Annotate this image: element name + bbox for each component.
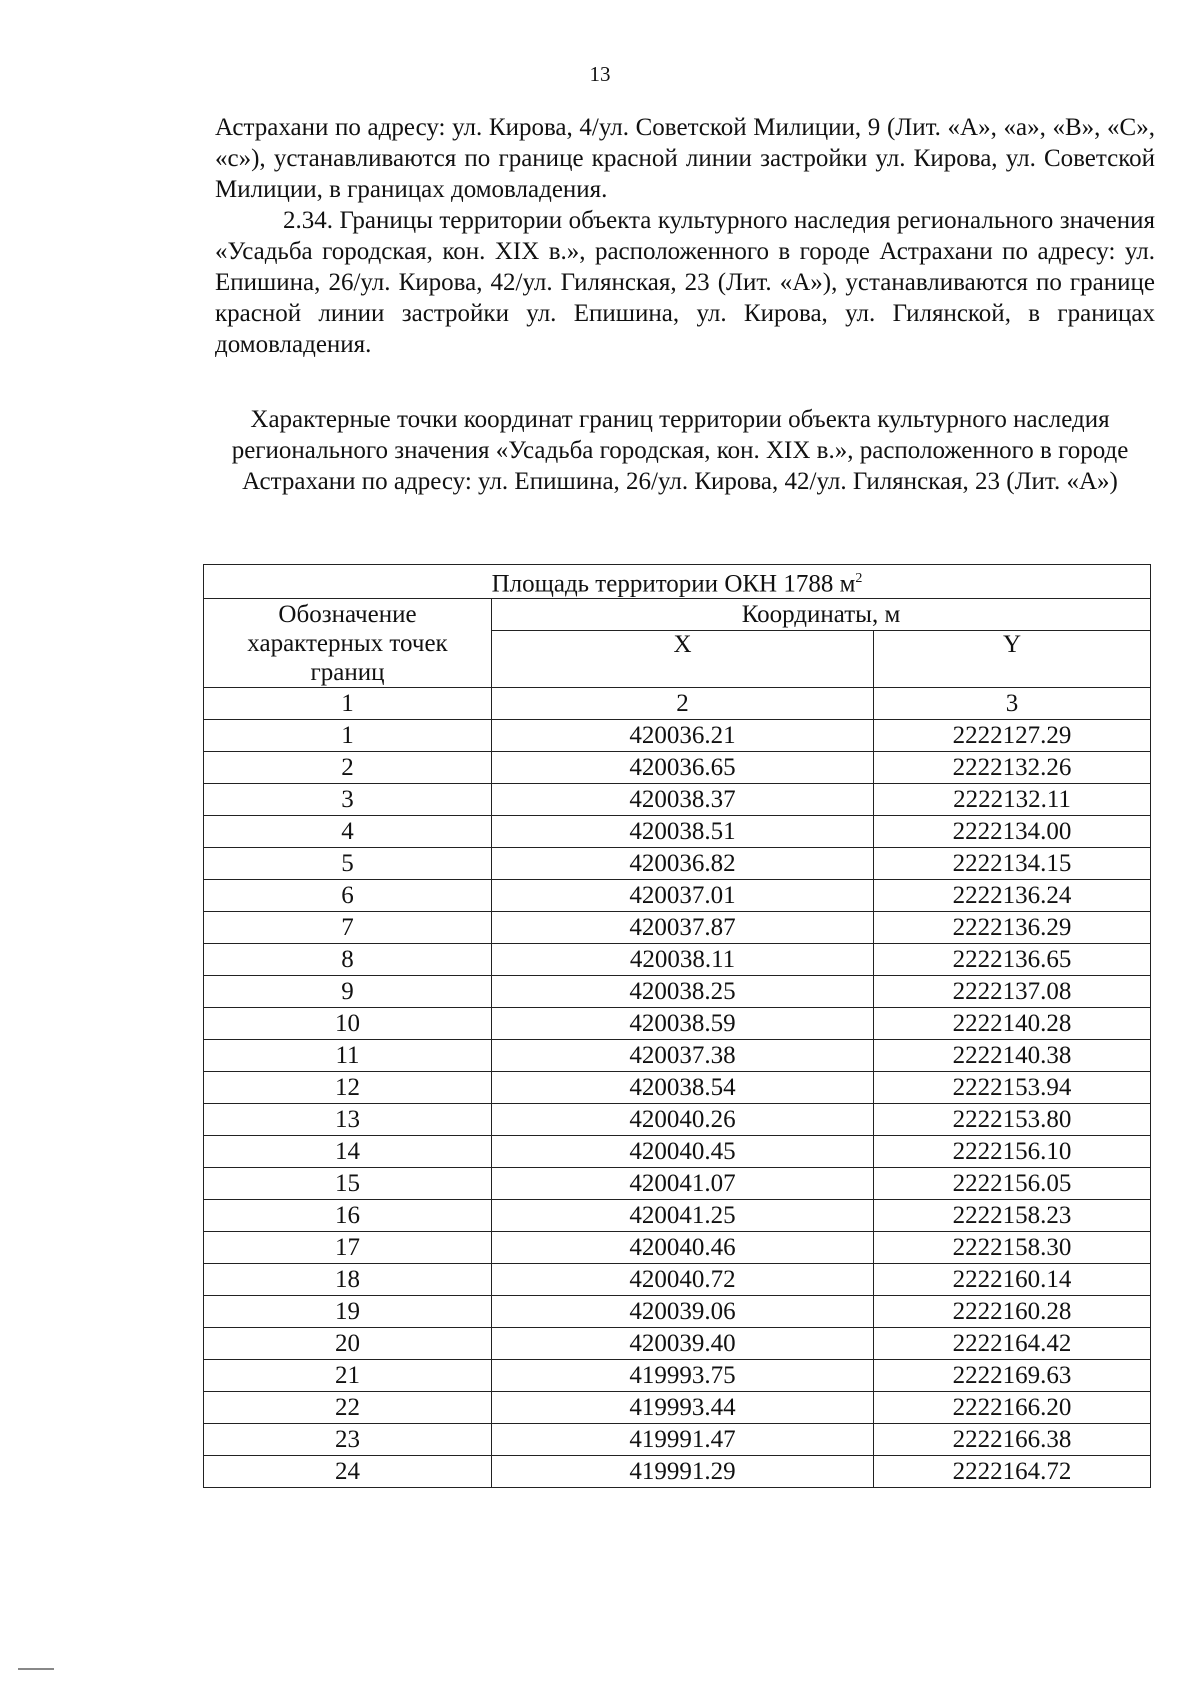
point-number-cell: 24 [204, 1456, 492, 1488]
x-coordinate-cell: 420040.26 [492, 1104, 874, 1136]
point-number-cell: 11 [204, 1040, 492, 1072]
point-number-cell: 6 [204, 880, 492, 912]
area-cell [204, 565, 1151, 599]
y-coordinate-cell: 2222127.29 [874, 720, 1151, 752]
table-header-row [204, 599, 1151, 631]
y-coordinate-cell: 2222136.29 [874, 912, 1151, 944]
x-coordinate-cell: 420041.07 [492, 1168, 874, 1200]
x-coordinate-cell: 420036.21 [492, 720, 874, 752]
coordinates-header: Координаты, м [492, 599, 1151, 631]
x-coordinate-cell: 420036.82 [492, 848, 874, 880]
x-coordinate-cell: 420038.25 [492, 976, 874, 1008]
x-coordinate-cell: 420036.65 [492, 752, 874, 784]
point-number-cell: 5 [204, 848, 492, 880]
y-coordinate-cell: 2222140.28 [874, 1008, 1151, 1040]
table-row [204, 1296, 1151, 1328]
y-coordinate-cell: 2222164.42 [874, 1328, 1151, 1360]
table-row [204, 944, 1151, 976]
point-number-cell: 1 [204, 720, 492, 752]
y-coordinate-cell: 2222160.14 [874, 1264, 1151, 1296]
point-number-cell: 22 [204, 1392, 492, 1424]
table-row [204, 1264, 1151, 1296]
y-coordinate-cell: 2222134.00 [874, 816, 1151, 848]
x-coordinate-cell: 420040.46 [492, 1232, 874, 1264]
table-row [204, 1360, 1151, 1392]
numbering-cell: 2 [492, 688, 874, 720]
point-number-cell: 16 [204, 1200, 492, 1232]
table-row [204, 1008, 1151, 1040]
table-row [204, 752, 1151, 784]
table-row [204, 1424, 1151, 1456]
page-number: 13 [589, 62, 611, 86]
x-coordinate-cell: 420037.01 [492, 880, 874, 912]
scan-artifact-line [18, 1668, 54, 1670]
point-number-cell: 10 [204, 1008, 492, 1040]
y-coordinate-cell: 2222132.11 [874, 784, 1151, 816]
table-row [204, 1392, 1151, 1424]
point-number-cell: 7 [204, 912, 492, 944]
table-row [204, 1200, 1151, 1232]
y-coordinate-cell: 2222164.72 [874, 1456, 1151, 1488]
point-number-cell: 13 [204, 1104, 492, 1136]
area-unit-power: 2 [855, 571, 863, 586]
x-coordinate-cell: 420040.45 [492, 1136, 874, 1168]
y-coordinate-cell: 2222140.38 [874, 1040, 1151, 1072]
y-coordinate-cell: 2222160.28 [874, 1296, 1151, 1328]
x-coordinate-cell: 419993.44 [492, 1392, 874, 1424]
point-number-cell: 21 [204, 1360, 492, 1392]
table-row [204, 1040, 1151, 1072]
x-coordinate-cell: 419993.75 [492, 1360, 874, 1392]
y-coordinate-cell: 2222158.23 [874, 1200, 1151, 1232]
x-coordinate-cell: 420039.40 [492, 1328, 874, 1360]
point-number-cell: 17 [204, 1232, 492, 1264]
coordinates-table [203, 564, 1151, 1488]
y-coordinate-cell: 2222153.80 [874, 1104, 1151, 1136]
point-number-cell: 14 [204, 1136, 492, 1168]
paragraph-continuation: Астрахани по адресу: ул. Кирова, 4/ул. Советской Милиции, 9 (Лит. «А», «а», «В», «С», «с»), устанавливаются по границе красной линии застройки ул. Кирова, ул. Советской Милиции, в границах домовладения. [215, 114, 1155, 203]
table-row [204, 976, 1151, 1008]
table-row [204, 1232, 1151, 1264]
y-coordinate-cell: 2222166.38 [874, 1424, 1151, 1456]
table-row [204, 880, 1151, 912]
point-number-cell: 3 [204, 784, 492, 816]
point-number-cell: 8 [204, 944, 492, 976]
x-coordinate-cell: 420037.38 [492, 1040, 874, 1072]
x-coordinate-cell: 420038.51 [492, 816, 874, 848]
y-coordinate-cell: 2222132.26 [874, 752, 1151, 784]
table-row [204, 1456, 1151, 1488]
x-coordinate-cell: 419991.29 [492, 1456, 874, 1488]
numbering-cell: 3 [874, 688, 1151, 720]
point-number-cell: 9 [204, 976, 492, 1008]
table-caption: Характерные точки координат границ территории объекта культурного наследия регионального значения «Усадьба городская, кон. XIX в.», расположенного в городе Астрахани по адресу: ул. Епишина, 26/ул. Кирова, 42/ул. Гилянская, 23 (Лит. «А») [231, 406, 1129, 495]
table-row [204, 720, 1151, 752]
table-row [204, 1168, 1151, 1200]
table-row [204, 1072, 1151, 1104]
y-coordinate-cell: 2222136.24 [874, 880, 1151, 912]
body-text [215, 112, 1155, 360]
y-coordinate-cell: 2222153.94 [874, 1072, 1151, 1104]
point-number-cell: 12 [204, 1072, 492, 1104]
table-row [204, 1104, 1151, 1136]
y-coordinate-cell: 2222137.08 [874, 976, 1151, 1008]
y-header: Y [874, 631, 1151, 688]
y-coordinate-cell: 2222169.63 [874, 1360, 1151, 1392]
table-row [204, 784, 1151, 816]
x-coordinate-cell: 420038.59 [492, 1008, 874, 1040]
x-coordinate-cell: 420037.87 [492, 912, 874, 944]
y-coordinate-cell: 2222156.05 [874, 1168, 1151, 1200]
point-number-cell: 18 [204, 1264, 492, 1296]
table-area-row [204, 565, 1151, 599]
y-coordinate-cell: 2222166.20 [874, 1392, 1151, 1424]
point-designation-header: Обозначение характерных точек границ [204, 599, 492, 688]
x-coordinate-cell: 420038.54 [492, 1072, 874, 1104]
numbering-cell: 1 [204, 688, 492, 720]
point-number-cell: 2 [204, 752, 492, 784]
x-coordinate-cell: 420039.06 [492, 1296, 874, 1328]
x-coordinate-cell: 420038.11 [492, 944, 874, 976]
table-row [204, 1136, 1151, 1168]
x-coordinate-cell: 420041.25 [492, 1200, 874, 1232]
point-number-cell: 4 [204, 816, 492, 848]
area-label: Площадь территории ОКН 1788 м [491, 570, 856, 598]
x-coordinate-cell: 419991.47 [492, 1424, 874, 1456]
x-coordinate-cell: 420040.72 [492, 1264, 874, 1296]
y-coordinate-cell: 2222134.15 [874, 848, 1151, 880]
table-row [204, 816, 1151, 848]
point-number-cell: 15 [204, 1168, 492, 1200]
y-coordinate-cell: 2222136.65 [874, 944, 1151, 976]
x-coordinate-cell: 420038.37 [492, 784, 874, 816]
y-coordinate-cell: 2222156.10 [874, 1136, 1151, 1168]
table-row [204, 912, 1151, 944]
point-number-cell: 23 [204, 1424, 492, 1456]
table-row [204, 848, 1151, 880]
table-numbering-row [204, 688, 1151, 720]
x-header: X [492, 631, 874, 688]
table-row [204, 1328, 1151, 1360]
y-coordinate-cell: 2222158.30 [874, 1232, 1151, 1264]
paragraph-2-34: 2.34. Границы территории объекта культурного наследия регионального значения «Усадьба городская, кон. XIX в.», расположенного в городе Астрахани по адресу: ул. Епишина, 26/ул. Кирова, 42/ул. Гилянская, 23 (Лит. «А»), устанавливаются по границе красной линии застройки ул. Епишина, ул. Кирова, ул. Гилянской, в границах домовладения. [215, 207, 1155, 358]
point-number-cell: 20 [204, 1328, 492, 1360]
point-number-cell: 19 [204, 1296, 492, 1328]
